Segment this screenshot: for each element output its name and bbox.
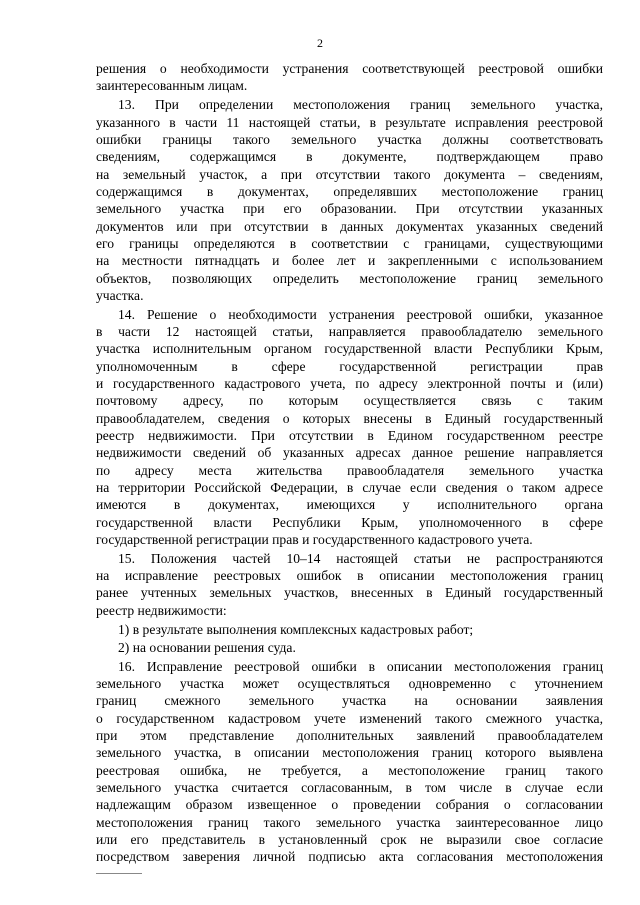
text-line: земельного участка при его образовании. При отсутствии указанных — [96, 201, 603, 216]
text-line: или его представитель в установленный срок не выразили свое согласие — [96, 832, 603, 847]
text-line: правообладателем, сведения о которых внесены в Единый государственный — [96, 411, 603, 426]
text-line: на территории Российской Федерации, в случае если сведения о таком адресе — [96, 480, 603, 495]
text-line: 14. Решение о необходимости устранения реестровой ошибки, указанное — [118, 307, 603, 322]
text-line: ранее учтенных земельных участков, внесенных в Единый государственный — [96, 585, 603, 600]
text-line: объектов, позволяющих определить местоположение границ земельного — [96, 271, 603, 286]
text-line: в части 12 настоящей статьи, направляется правообладателю земельного — [96, 324, 603, 339]
text-line: 15. Положения частей 10–14 настоящей статьи не распространяются — [118, 551, 603, 566]
text-line: ошибки границы такого земельного участка должны соответствовать — [96, 132, 603, 147]
text-line: на местности пятнадцать и более лет и закрепленными с использованием — [96, 253, 603, 268]
text-line: земельного участка, в описании местоположения границ которого выявлена — [96, 745, 603, 760]
text-line: 1) в результате выполнения комплексных кадастровых работ; — [118, 622, 474, 637]
text-line: почтовому адресу, по которым осуществляется связь с таким — [96, 393, 603, 408]
text-line: на исправление реестровых ошибок в описании местоположения границ — [96, 568, 603, 583]
text-line: участка. — [96, 288, 144, 303]
text-line: недвижимости сведений об указанных адресах данное решение направляется — [96, 445, 603, 460]
text-line: реестровая ошибка, не требуется, а местоположение границ такого — [96, 763, 603, 778]
page-number: 2 — [317, 36, 323, 50]
text-line: сведениям, содержащимся в документе, подтверждающем право — [96, 149, 603, 164]
text-line: документов или при отсутствии в данных документах указанных сведений — [96, 219, 603, 234]
text-line: реестр недвижимости: — [96, 603, 227, 618]
text-line: 2) на основании решения суда. — [118, 640, 296, 655]
text-line: решения о необходимости устранения соответствующей реестровой ошибки — [96, 61, 603, 76]
text-line: по адресу места жительства правообладателя земельного участка — [96, 463, 603, 478]
text-line: указанного в части 11 настоящей статьи, в результате исправления реестровой — [96, 115, 603, 130]
text-line: надлежащим образом извещенное о проведении собрания о согласовании — [96, 797, 603, 812]
text-line: земельного участка считается согласованным, в том числе в случае если — [96, 780, 603, 795]
text-line: заинтересованным лицам. — [96, 78, 248, 93]
text-line: имеются в документах, имеющихся у исполнительного органа — [96, 497, 603, 512]
text-line: о государственном кадастровом учете изменений такого смежного участка, — [96, 711, 603, 726]
text-line: государственной власти Республики Крым, уполномоченного в сфере — [96, 515, 603, 530]
text-line: 13. При определении местоположения границ земельного участка, — [118, 97, 603, 112]
text-line: его границы определяются в соответствии с границами, существующими — [96, 236, 603, 251]
text-line: 16. Исправление реестровой ошибки в описании местоположения границ — [118, 659, 603, 674]
text-line: реестр недвижимости. При отсутствии в Едином государственном реестре — [96, 428, 603, 443]
text-line: на земельный участок, а при отсутствии такого документа – сведениям, — [96, 167, 603, 182]
text-line: уполномоченным в сфере государственной регистрации прав — [96, 359, 603, 374]
text-line: посредством заверения личной подписью акта согласования местоположения — [96, 849, 603, 864]
footer-mark — [96, 873, 142, 874]
text-line: земельного участка может осуществляться одновременно с уточнением — [96, 676, 603, 691]
text-line: государственной регистрации прав и государственного кадастрового учета. — [96, 532, 533, 547]
text-line: границ смежного земельного участка на основании заявления — [96, 693, 603, 708]
text-line: и государственного кадастрового учета, по адресу электронной почты и (или) — [96, 376, 603, 391]
text-line: участка исполнительным органом государственной власти Республики Крым, — [96, 341, 603, 356]
text-line: местоположения границ такого земельного участка заинтересованное лицо — [96, 815, 603, 830]
text-line: содержащимся в документах, определявших местоположение границ — [96, 184, 603, 199]
text-line: при этом представление дополнительных заявлений правообладателем — [96, 728, 603, 743]
